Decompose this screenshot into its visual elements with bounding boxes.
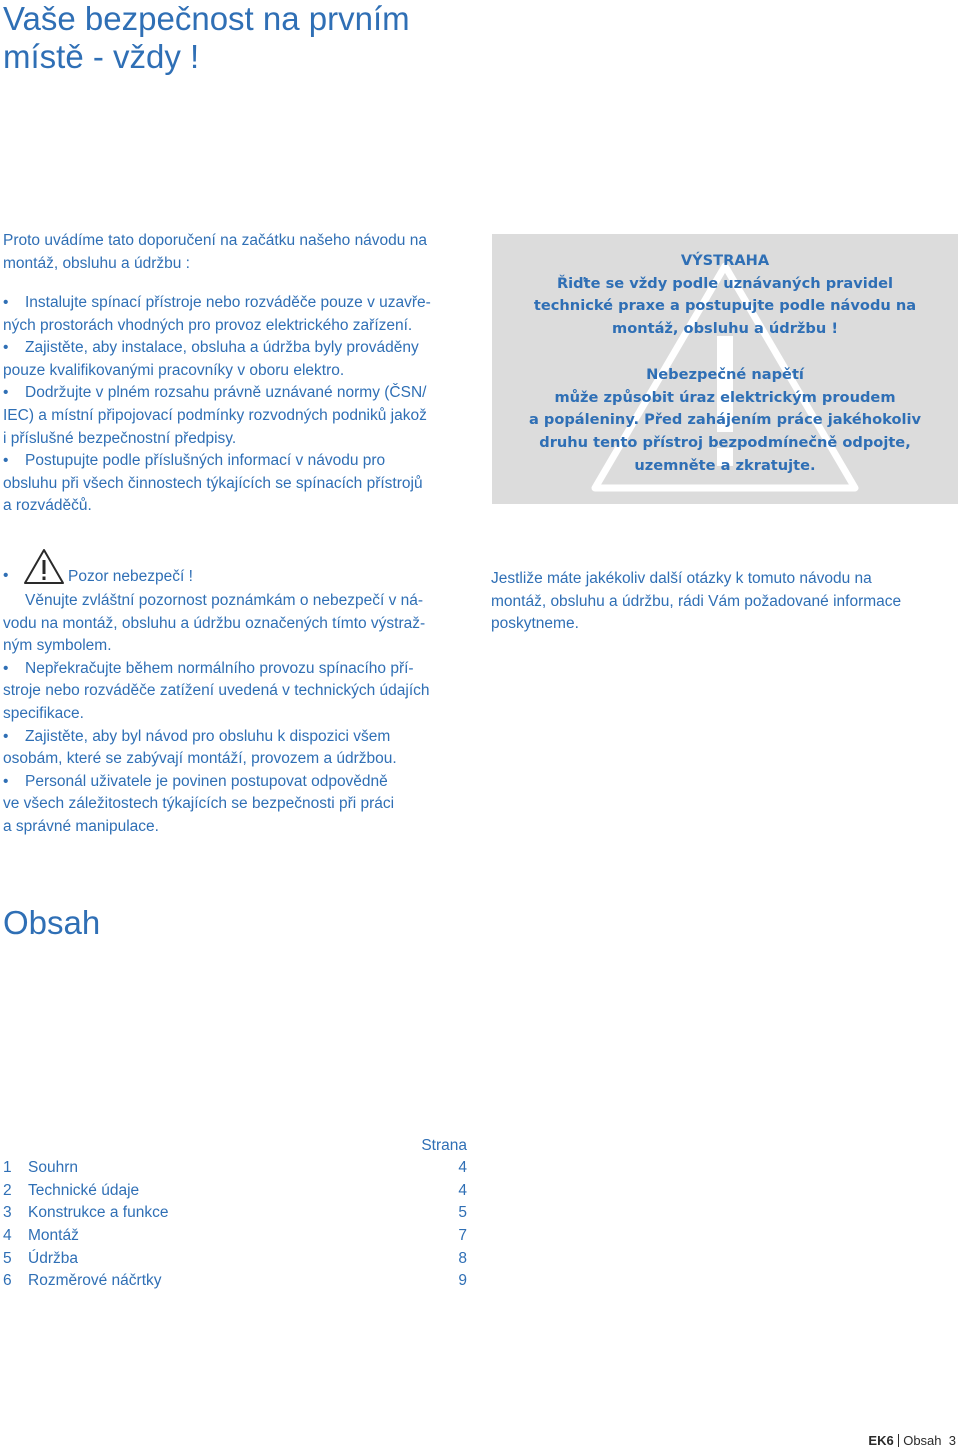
contact-line: montáž, obsluhu a údržbu, rádi Vám požadované informace xyxy=(491,592,902,610)
list-item-line: Personál uživatele je povinen postupovat odpovědně xyxy=(25,772,388,790)
warning-line: druhu tento přístroj bezpodmínečně odpojte, xyxy=(539,433,911,451)
list-item xyxy=(3,590,478,658)
list-item xyxy=(3,337,478,382)
danger-triangle-icon xyxy=(23,548,65,586)
list-item xyxy=(3,771,478,839)
list-item xyxy=(3,382,478,450)
list-item-line: Dodržujte v plném rozsahu právně uznávané normy (ČSN/ xyxy=(25,384,427,402)
danger-label: Pozor nebezpečí ! xyxy=(68,568,193,585)
list-item-line: Instalujte spínací přístroje nebo rozváděče pouze v uzavře- xyxy=(25,294,431,311)
intro-paragraph: Proto uvádíme tato doporučení na začátku našeho návodu na montáž, obsluhu a údržbu : xyxy=(3,232,427,272)
list-item-line: a správné manipulace. xyxy=(3,817,159,835)
warning-line: technické praxe a postupujte podle návodu na xyxy=(533,297,917,315)
toc-title: Obsah xyxy=(3,904,101,941)
toc-row[interactable] xyxy=(3,1270,467,1293)
bullet: • xyxy=(3,452,9,470)
warning-line: uzemněte a zkratujte. xyxy=(634,456,816,474)
table-of-contents xyxy=(3,1134,467,1293)
toc-row-number: 5 xyxy=(3,1249,12,1267)
toc-row-number: 3 xyxy=(3,1204,12,1222)
list-item xyxy=(3,658,478,726)
warning-heading: VÝSTRAHA xyxy=(680,252,770,269)
toc-row-label: Montáž xyxy=(28,1227,79,1245)
warning-box xyxy=(492,234,958,504)
toc-row-number: 1 xyxy=(3,1159,12,1176)
toc-row-number: 2 xyxy=(3,1181,12,1199)
list-item-line: IEC) a místní připojovací podmínky rozvodných podniků jakož xyxy=(3,406,427,424)
bullet: • xyxy=(3,294,9,311)
contact-line: Jestliže máte jakékoliv další otázky k tomuto návodu na xyxy=(491,570,872,587)
toc-row-page: 5 xyxy=(458,1204,467,1222)
toc-row-label: Konstrukce a funkce xyxy=(28,1204,169,1222)
list-item-line: ných prostorách vhodných pro provoz elektrického zařízení. xyxy=(3,316,413,334)
warning-line: a popáleniny. Před zahájením práce jakéhokoliv xyxy=(528,411,922,429)
list-item xyxy=(3,726,478,771)
list-item-line: osobám, které se zabývají montáží, provozem a údržbou. xyxy=(3,750,397,768)
list-item-line: ným symbolem. xyxy=(3,637,112,655)
toc-row[interactable] xyxy=(3,1248,467,1271)
toc-row[interactable] xyxy=(3,1225,467,1248)
toc-row-number: 4 xyxy=(3,1227,12,1245)
footer-page-number: 3 xyxy=(948,1433,956,1448)
warning-line: může způsobit úraz elektrickým proudem xyxy=(554,388,896,406)
warning-line: montáž, obsluhu a údržbu ! xyxy=(611,320,838,338)
list-item-line: specifikace. xyxy=(3,704,84,722)
footer-separator xyxy=(898,1434,900,1447)
footer-section: Obsah xyxy=(903,1433,942,1448)
toc-row-page: 9 xyxy=(458,1272,467,1290)
warning-text xyxy=(492,250,958,477)
toc-row-page: 4 xyxy=(458,1181,467,1199)
toc-row-label: Technické údaje xyxy=(28,1181,140,1199)
list-item-line: Věnujte zvláštní pozornost poznámkám o nebezpečí v ná- xyxy=(25,592,424,609)
bullet: • xyxy=(3,339,9,357)
list-item-line: Postupujte podle příslušných informací v návodu pro xyxy=(25,452,386,470)
bullet: • xyxy=(3,567,9,584)
bullet: • xyxy=(3,384,9,402)
list-item-line: Zajistěte, aby byl návod pro obsluhu k dispozici všem xyxy=(25,727,391,745)
list-item xyxy=(3,450,478,518)
page-footer xyxy=(868,1433,956,1449)
list-item-line: a rozváděčů. xyxy=(3,497,92,515)
toc-row[interactable] xyxy=(3,1180,467,1203)
bullet: • xyxy=(3,659,9,677)
list-item-line: pouze kvalifikovanými pracovníky v oboru elektro. xyxy=(3,361,345,379)
danger-list xyxy=(3,590,478,839)
safety-list xyxy=(3,292,478,518)
toc-row-page: 4 xyxy=(458,1159,467,1176)
list-item xyxy=(3,292,478,337)
list-item-line: ve všech záležitostech týkajících se bezpečnosti při práci xyxy=(3,795,395,813)
list-item-line: Nepřekračujte během normálního provozu spínacího pří- xyxy=(25,659,414,677)
page-title xyxy=(3,0,410,76)
warning-line: Nebezpečné napětí xyxy=(646,365,804,383)
warning-line: Řiďte se vždy podle uznávaných pravidel xyxy=(556,274,894,292)
toc-page-header: Strana xyxy=(421,1137,467,1154)
toc-row-label: Souhrn xyxy=(28,1159,78,1176)
toc-row-label: Rozměrové náčrtky xyxy=(28,1272,162,1290)
list-item-line: stroje nebo rozváděče zatížení uvedená v technických údajích xyxy=(3,682,430,700)
contact-paragraph xyxy=(491,568,951,636)
toc-row[interactable] xyxy=(3,1157,467,1180)
toc-row-page: 8 xyxy=(458,1249,467,1267)
footer-model: EK6 xyxy=(868,1433,894,1448)
toc-row-page: 7 xyxy=(458,1227,467,1245)
toc-row-label: Údržba xyxy=(28,1249,78,1267)
toc-row[interactable] xyxy=(3,1202,467,1225)
list-item-line: obsluhu při všech činnostech týkajících se spínacích přístrojů xyxy=(3,474,423,492)
page-title-line2: místě - vždy ! xyxy=(3,38,200,75)
toc-row-number: 6 xyxy=(3,1272,12,1290)
page-title-line1: Vaše bezpečnost na prvním xyxy=(3,0,410,37)
list-item-line: vodu na montáž, obsluhu a údržbu označených tímto výstraž- xyxy=(3,614,426,632)
list-item-line: i příslušné bezpečnostní předpisy. xyxy=(3,429,237,447)
bullet: • xyxy=(3,727,9,745)
contact-line: poskytneme. xyxy=(491,615,579,633)
list-item-line: Zajistěte, aby instalace, obsluha a údržba byly prováděny xyxy=(25,339,419,357)
bullet: • xyxy=(3,772,9,790)
warning-gap xyxy=(492,341,958,364)
